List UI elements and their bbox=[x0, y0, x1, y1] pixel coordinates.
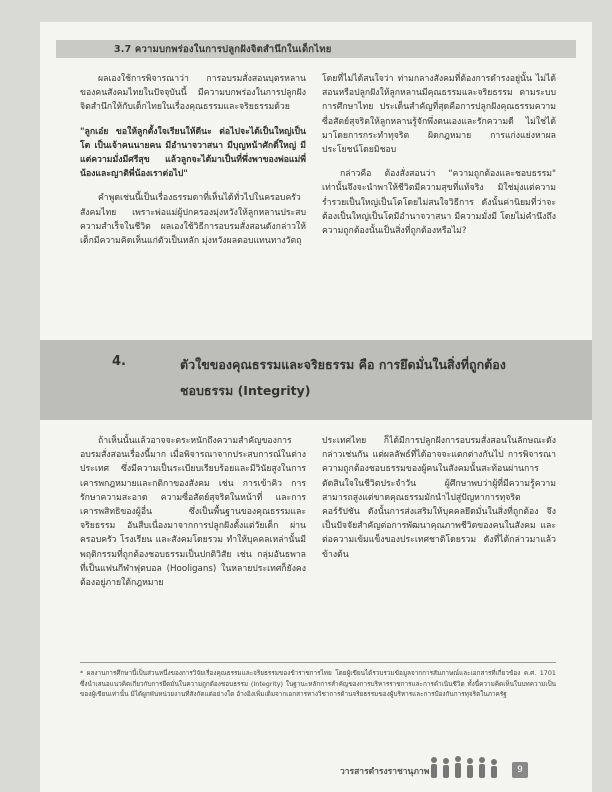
paragraph: ผลเองใช้การพิจารณาว่า การอบรมสั่งสอนบุตรหลานของคนสังคมไทยในปัจจุบันนี้ มีความบกพร่องในการปลูกฝังจิตสำนึกให้กับเด็กไทยในเรื่องคุณธรรมและจริยธรรมด้วย bbox=[80, 74, 306, 113]
journal-name: วารสารดำรงราชานุภาพ bbox=[340, 767, 430, 777]
paragraph: คำพูดเช่นนี้เป็นเรื่องธรรมดาที่เห็นได้ทั่วไปในครอบครัวสังคมไทย เพราะพ่อแม่ผู้ปกครองมุ่งหวังให้ลูกหลานประสบความสำเร็จในชีวิต ผลเองใช้วิธีการอบรมสั่งสอนดังกล่าวให้เด็กมีความคิดเห็นแก่ตัวเป็นหลัก มุ่งหวังผลตอบแทนทางวัตถุ bbox=[80, 193, 306, 247]
footnote-divider bbox=[80, 662, 556, 663]
column-right-bottom bbox=[322, 434, 556, 572]
section-title-line-1: ตัวใขของคุณธรรมและจริยธรรม คือ การยึดมั่นในสิ่งที่ถูกต้อง bbox=[180, 357, 506, 372]
section-title-line-2: ชอบธรรม (Integrity) bbox=[180, 383, 311, 398]
page-footer bbox=[40, 754, 592, 782]
paragraph: โดยที่ไม่ได้สนใจว่า ท่ามกลางสังคมที่ต้องการดำรงอยู่นั้น ไม่ได้สอนหรือปลูกฝังให้ลูกหลานมีคุณธรรมและจริยธรรม ตามระบบการศึกษาไทย ประเด็นสำคัญที่สุดคือการปลูกฝังคุณธรรมความซื่อสัตย์สุจริตให้ลูกหลานรู้จักพึ่งตนเองและรักความดี ไม่ใช่ได้มาโดยการกระทำทุจริต ผิดกฎหมาย การแก่งแย่งหาผลประโยชน์โดยมิชอบ bbox=[322, 74, 556, 156]
column-left-top bbox=[80, 72, 306, 258]
section-number: 4. bbox=[112, 354, 126, 369]
paragraph: กล่าวคือ ต้องสั่งสอนว่า "ความถูกต้องและชอบธรรม" เท่านั้นจึงจะนำพาให้ชีวิตมีความสุขที่แท้จริง มิใช่มุ่งแต่ความร่ำรวยเป็นใหญ่เป็นโตโดยไม่สนใจวิธีการ ดังนั้นค่านิยมที่ว่าจะต้องเป็นใหญ่เป็นโตมีอำนาจวาสนา มีความมั่งมี โดยไม่คำนึงถึงความถูกต้องนั้นเป็นสิ่งที่ถูกต้องหรือไม่? bbox=[322, 169, 556, 237]
footnote: * ผลงานการศึกษานี้เป็นส่วนหนึ่งของการวิจัยเรื่องคุณธรรมและจริยธรรมของข้าราชการไทย โดยผู้เขียนได้รวบรวมข้อมูลจากการสัมภาษณ์และเอกสารที่เกี่ยวข้อง ค.ศ. 1701 ซึ่งนำเสนอแนวคิดเกี่ยวกับการยึดมั่นในความถูกต้องชอบธรรม (Integrity) ในฐานะหลักการสำคัญของการบริหารราชการและการดำเนินชีวิต ทั้งนี้ความคิดเห็นในบทความเป็นของผู้เขียนเท่านั้น มิได้ผูกพันหน่วยงานที่สังกัดแต่อย่างใด อ้างอิงเพิ่มเติมจากเอกสารทางวิชาการด้านจริยธรรมของผู้บริหารและการป้องกันการทุจริตในภาครัฐ bbox=[80, 669, 556, 698]
running-header bbox=[56, 40, 576, 58]
column-left-bottom bbox=[80, 434, 306, 600]
column-right-top bbox=[322, 72, 556, 248]
people-silhouette-icon bbox=[428, 756, 508, 780]
running-title: 3.7 ความบกพร่องในการปลูกฝังจิตสำนึกในเด็กไทย bbox=[114, 44, 332, 55]
section-heading-band bbox=[40, 340, 592, 420]
section-title bbox=[180, 352, 600, 404]
page-number: 9 bbox=[512, 762, 528, 778]
paragraph: ถ้าเห็นนั้นแล้วอาจจะตระหนักถึงความสำคัญของการอบรมสั่งสอนเรื่องนี้มาก เมื่อพิจารณาจากประสบการณ์ในต่างประเทศ ซึ่งมีความเป็นระเบียบเรียบร้อยและมีวินัยสูงในการเคารพกฎหมายและกติกาของสังคม เช่น การเข้าคิว การรักษาความสะอาด ความซื่อสัตย์สุจริตในหน้าที่ และการเคารพสิทธิของผู้อื่น ซึ่งเป็นพื้นฐานของคุณธรรมและจริยธรรม อันสืบเนื่องมาจากการปลูกฝังตั้งแต่วัยเด็ก ผ่านครอบครัว โรงเรียน และสังคมโดยรวม ทำให้บุคคลเหล่านั้นมีพฤติกรรมที่ถูกต้องชอบธรรมเป็นปกติวิสัย เช่น กลุ่มอันธพาลที่เป็นแฟนกีฬาฟุตบอล (Hooligans) ในหลายประเทศก็ยังคงต้องอยู่ภายใต้กฎหมาย bbox=[80, 436, 306, 589]
quote-block: "ลูกเอ๋ย ขอให้ลูกตั้งใจเรียนให้ดีนะ ต่อไปจะได้เป็นใหญ่เป็นโต เป็นเจ้าคนนายคน มีอำนาจวาสนา มีบุญหน้าศักดิ์ใหญ่ มีแต่ความมั่งมีศรีสุข แล้วลูกจะได้มาเป็นที่พึ่งพาของพ่อแม่พี่น้องและญาติพี่น้องเราต่อไป" bbox=[80, 126, 306, 180]
paragraph: ประเทศไทย ก็ได้มีการปลูกฝังการอบรมสั่งสอนในลักษณะดังกล่าวเช่นกัน แต่ผลลัพธ์ที่ได้อาจจะแตกต่างกันไป การพิจารณาความถูกต้องชอบธรรมของผู้คนในสังคมนั้นสะท้อนผ่านการตัดสินใจในชีวิตประจำวัน ผู้ศึกษาพบว่าผู้ที่มีความรู้ความสามารถสูงแต่ขาดคุณธรรมมักนำไปสู่ปัญหาการทุจริตคอร์รัปชัน ดังนั้นการส่งเสริมให้บุคคลยึดมั่นในสิ่งที่ถูกต้อง จึงเป็นปัจจัยสำคัญต่อการพัฒนาคุณภาพชีวิตของคนในสังคม และต่อความเข้มแข็งของประเทศชาติโดยรวม ดังที่ได้กล่าวมาแล้วข้างต้น bbox=[322, 436, 556, 560]
